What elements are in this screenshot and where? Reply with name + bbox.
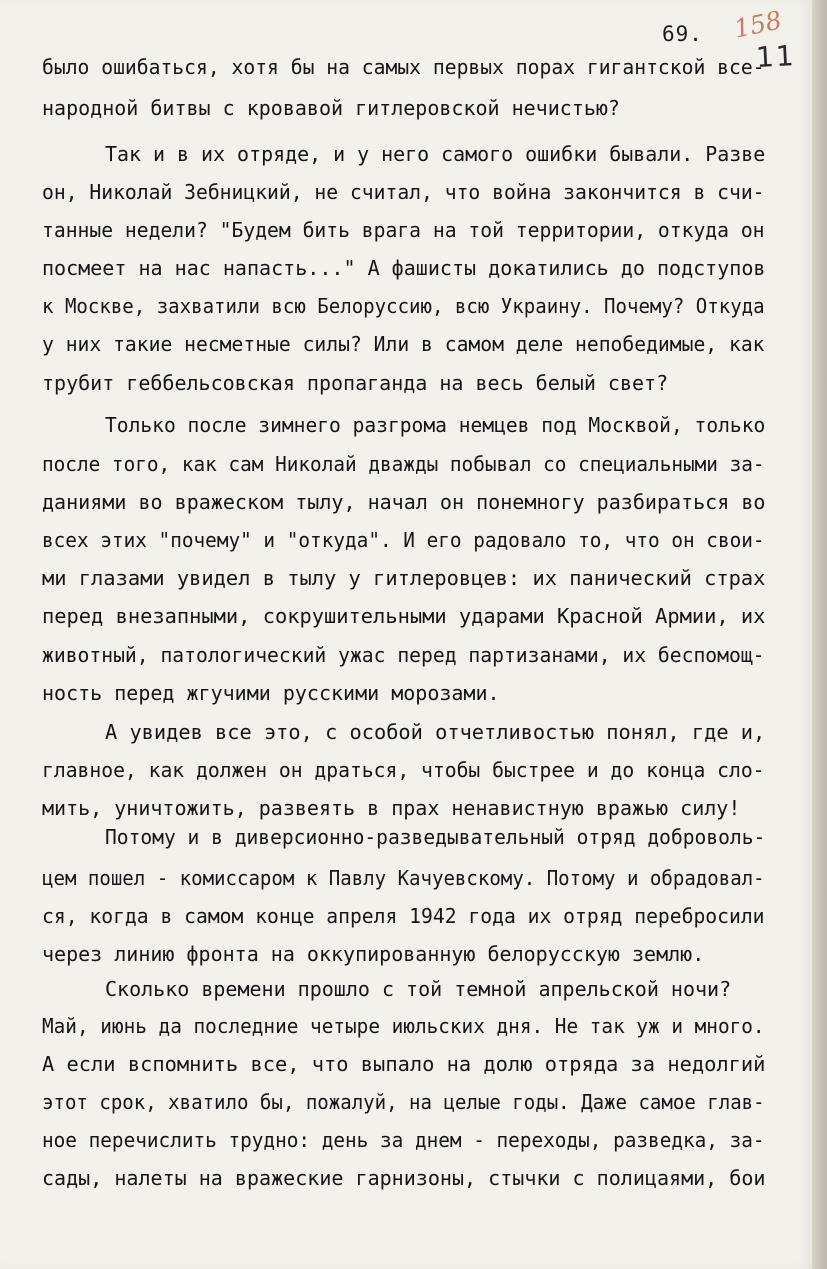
- text-line: к Москве, захватили всю Белоруссию, всю Украину. Почему? Откуда: [42, 294, 765, 318]
- text-line: А если вспомнить все, что выпало на долю отряда за недолгий: [42, 1052, 766, 1076]
- text-line: А увидев все это, с особой отчетливостью понял, где и,: [105, 720, 766, 744]
- archive-folio-mark: 158: [731, 5, 785, 44]
- text-line: народной битвы с кровавой гитлеровской нечистью?: [42, 96, 620, 120]
- text-line: у них такие несметные силы? Или в самом деле непобедимые, как: [42, 332, 765, 356]
- text-line: танные недели? "Будем бить врага на той территории, откуда он: [42, 218, 765, 242]
- text-line: перед внезапными, сокрушительными ударами Красной Армии, их: [42, 604, 766, 628]
- text-line: посмеет на нас напасть..." А фашисты докатились до подступов: [42, 256, 766, 280]
- text-line: сады, налеты на вражеские гарнизоны, стычки с полицаями, бои: [42, 1166, 766, 1190]
- page-number: 69.: [662, 22, 703, 46]
- text-line: Май, июнь да последние четыре июльских дня. Не так уж и много.: [42, 1014, 765, 1038]
- text-line: было ошибаться, хотя бы на самых первых порах гигантской все-: [42, 55, 765, 79]
- text-line: через линию фронта на оккупированную белорусскую землю.: [42, 942, 705, 966]
- text-line: Потому и в диверсионно-разведывательный отряд доброволь-: [105, 825, 766, 849]
- text-line: даниями во вражеском тылу, начал он понемногу разбираться во: [42, 490, 766, 514]
- text-line: этот срок, хватило бы, пожалуй, на целые годы. Даже самое глав-: [42, 1090, 765, 1114]
- text-line: он, Николай Зебницкий, не считал, что война закончится в счи-: [42, 180, 765, 204]
- text-line: животный, патологический ужас перед партизанами, их беспомощ-: [42, 643, 765, 667]
- text-line: Только после зимнего разгрома немцев под Москвой, только: [105, 413, 766, 437]
- text-line: Сколько времени прошло с той темной апрельской ночи?: [105, 977, 732, 1001]
- text-line: Так и в их отряде, и у него самого ошибки бывали. Разве: [105, 142, 766, 166]
- text-line: ность перед жгучими русскими морозами.: [42, 681, 500, 705]
- sheet-number-mark: 11: [755, 38, 797, 75]
- page-edge: [812, 0, 827, 1269]
- text-line: ми глазами увидел в тылу у гитлеровцев: их панический страх: [42, 566, 766, 590]
- text-line: ное перечислить трудно: день за днем - переходы, разведка, за-: [42, 1128, 765, 1152]
- text-line: цем пошел - комиссаром к Павлу Качуевскому. Потому и обрадовал-: [42, 866, 765, 890]
- text-line: ся, когда в самом конце апреля 1942 года их отряд перебросили: [42, 904, 765, 928]
- text-line: трубит геббельсовская пропаганда на весь белый свет?: [42, 371, 669, 395]
- text-line: после того, как сам Николай дважды побывал со специальными за-: [42, 452, 765, 476]
- text-line: мить, уничтожить, развеять в прах ненавистную вражью силу!: [42, 796, 741, 820]
- text-line: всех этих "почему" и "откуда". И его радовало то, что он свои-: [42, 528, 765, 552]
- text-line: главное, как должен он драться, чтобы быстрее и до конца сло-: [42, 758, 765, 782]
